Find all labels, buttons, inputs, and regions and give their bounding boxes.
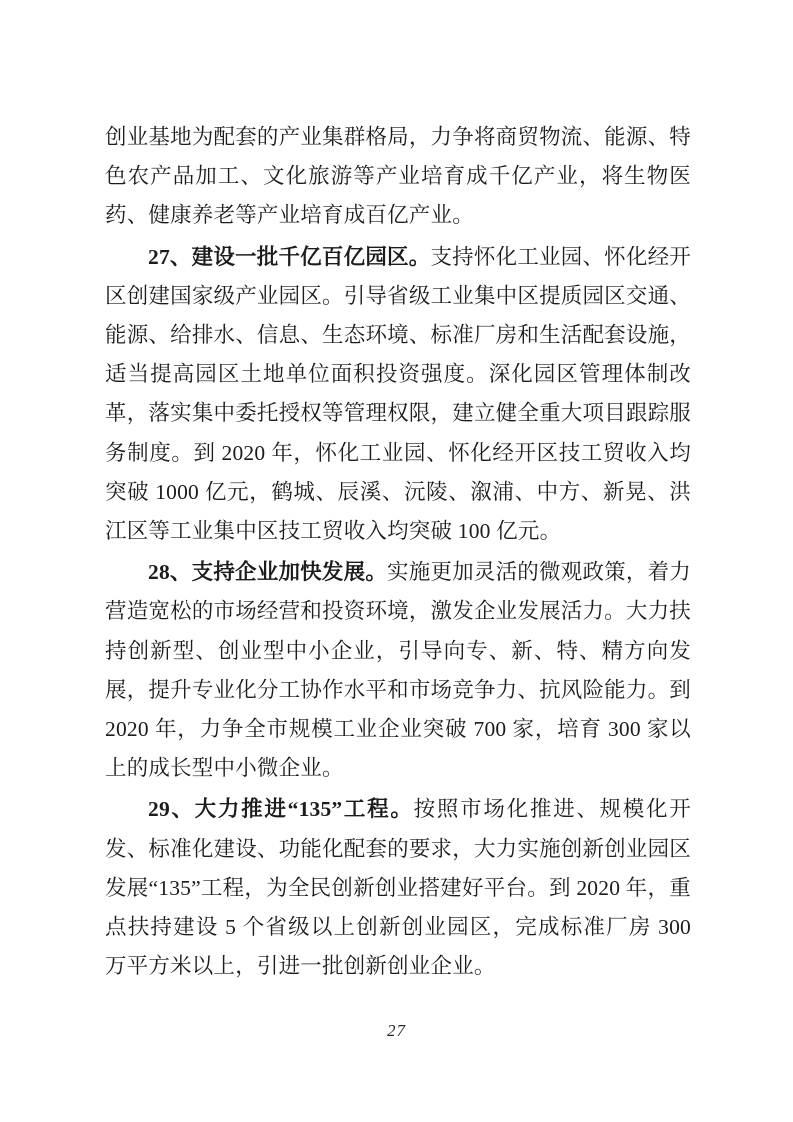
paragraph-item-27 [105,238,691,552]
paragraph-body: 创业基地为配套的产业集群格局，力争将商贸物流、能源、特色农产品加工、文化旅游等产业培育成千亿产业，将生物医药、健康养老等产业培育成百亿产业。 [105,125,691,228]
paragraph-continuation [105,118,691,236]
paragraph-lead: 27、建设一批千亿百亿园区。 [148,244,431,269]
paragraph-body: 支持怀化工业园、怀化经开区创建国家级产业园区。引导省级工业集中区提质园区交通、能源、给排水、信息、生态环境、标准厂房和生活配套设施，适当提高园区土地单位面积投资强度。深化园区管理体制改革，落实集中委托授权等管理权限，建立健全重大项目跟踪服务制度。到 2020 年，怀化工业园、怀化经开区技工贸收入均突破 1000 亿元，鹤城、辰溪、沅陵、溆浦、中方、新晃、洪江区等工业集中区技工贸收入均突破 100 亿元。 [105,244,691,544]
page-number: 27 [387,1021,406,1040]
paragraph-body: 按照市场化推进、规模化开发、标准化建设、功能化配套的要求，大力实施创新创业园区发展“135”工程，为全民创新创业搭建好平台。到 2020 年，重点扶持建设 5 个省级以上创新创业园区，完成标准厂房 300 万平方米以上，引进一批创新创业企业。 [105,797,691,979]
paragraph-item-28 [105,553,691,788]
paragraph-body: 实施更加灵活的微观政策，着力营造宽松的市场经营和投资环境，激发企业发展活力。大力扶持创新型、创业型中小企业，引导向专、新、特、精方向发展，提升专业化分工协作水平和市场竞争力、抗风险能力。到 2020 年，力争全市规模工业企业突破 700 家，培育 300 家以上的成长型中小微企业。 [105,560,691,781]
paragraph-item-29 [105,790,691,986]
paragraph-lead: 29、大力推进“135”工程。 [148,797,414,822]
paragraph-lead: 28、支持企业加快发展。 [148,560,388,585]
text-column [105,118,691,988]
